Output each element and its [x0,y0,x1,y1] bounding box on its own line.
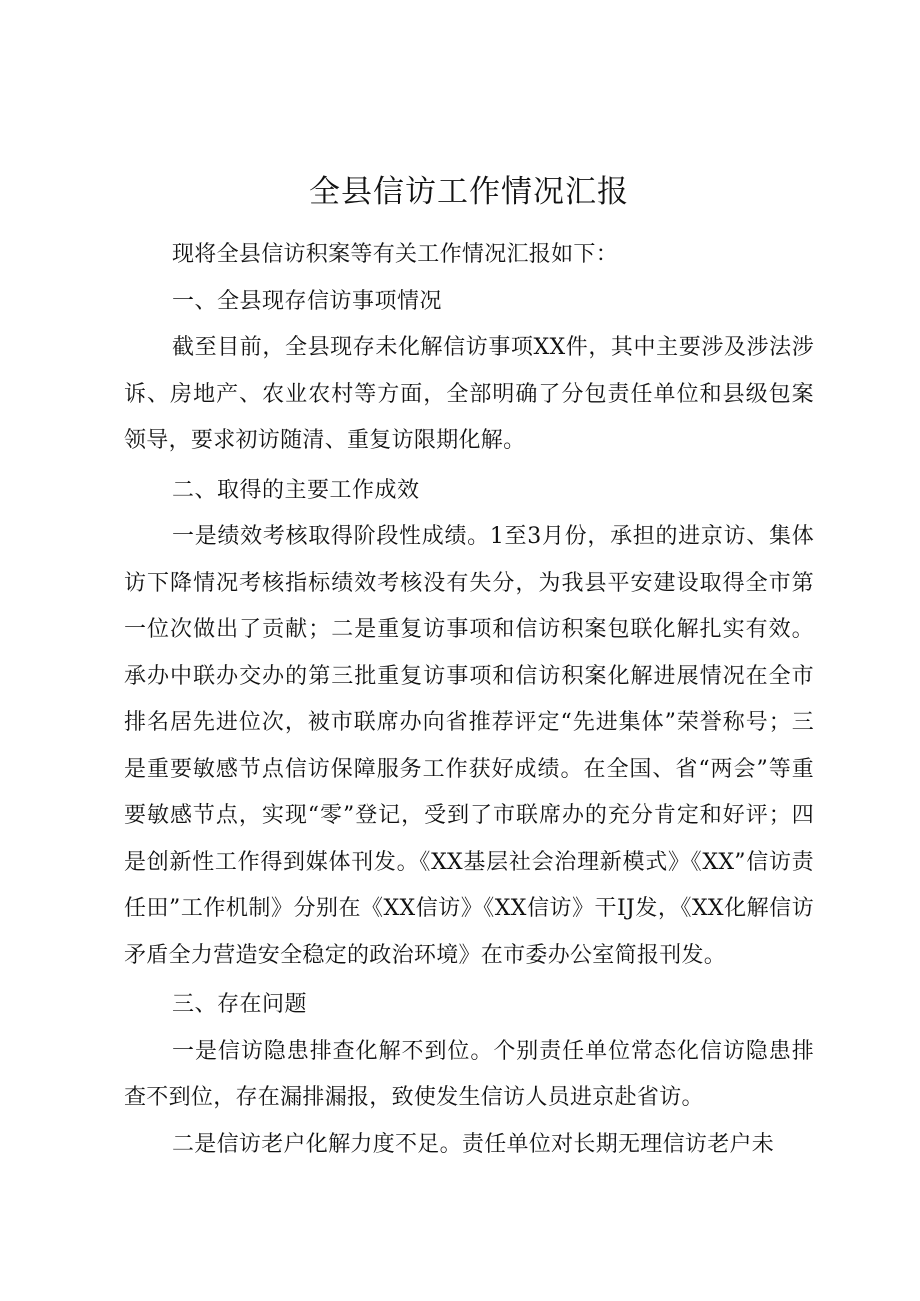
paragraph-current-cases: 截至目前，全县现存未化解信访事项XX件，其中主要涉及涉法涉诉、房地产、农业农村等方面，全部明确了分包责任单位和县级包案领导，要求初访随清、重复访限期化解。 [124,335,814,453]
paragraph-achievements: 一是绩效考核取得阶段性成绩。1至3月份，承担的进京访、集体访下降情况考核指标绩效考核没有失分，为我县平安建设取得全市第一位次做出了贡献；二是重复访事项和信访积案包联化解扎实有效。承办中联办交办的第三批重复访事项和信访积案化解进展情况在全市排名居先进位次，被市联席办向省推荐评定“先进集体”荣誉称号；三是重要敏感节点信访保障服务工作获好成绩。在全国、省“两会”等重要敏感节点，实现“零”登记，受到了市联席办的充分肯定和好评；四是创新性工作得到媒体刊发。《XX基层社会治理新模式》《XX”信访责任田”工作机制》分别在《XX信访》《XX信访》干IJ发，《XX化解信访矛盾全力营造安全稳定的政治环境》在市委办公室简报刊发。 [124,524,814,968]
section-heading-current-cases: 一、全县现存信访事项情况 [172,288,443,314]
section-heading-achievements: 二、取得的主要工作成效 [172,477,420,503]
paragraph-problem-investigation: 一是信访隐患排查化解不到位。个别责任单位常态化信访隐患排查不到位，存在漏排漏报，致使发生信访人员进京赴省访。 [124,1038,814,1110]
paragraph-problem-old-petitioners: 二是信访老户化解力度不足。责任单位对长期无理信访老户未 [172,1131,775,1157]
document-title: 全县信访工作情况汇报 [309,174,629,210]
section-heading-problems: 三、存在问题 [172,992,308,1017]
document-body [124,168,814,1168]
intro-paragraph: 现将全县信访积案等有关工作情况汇报如下： [172,242,619,267]
